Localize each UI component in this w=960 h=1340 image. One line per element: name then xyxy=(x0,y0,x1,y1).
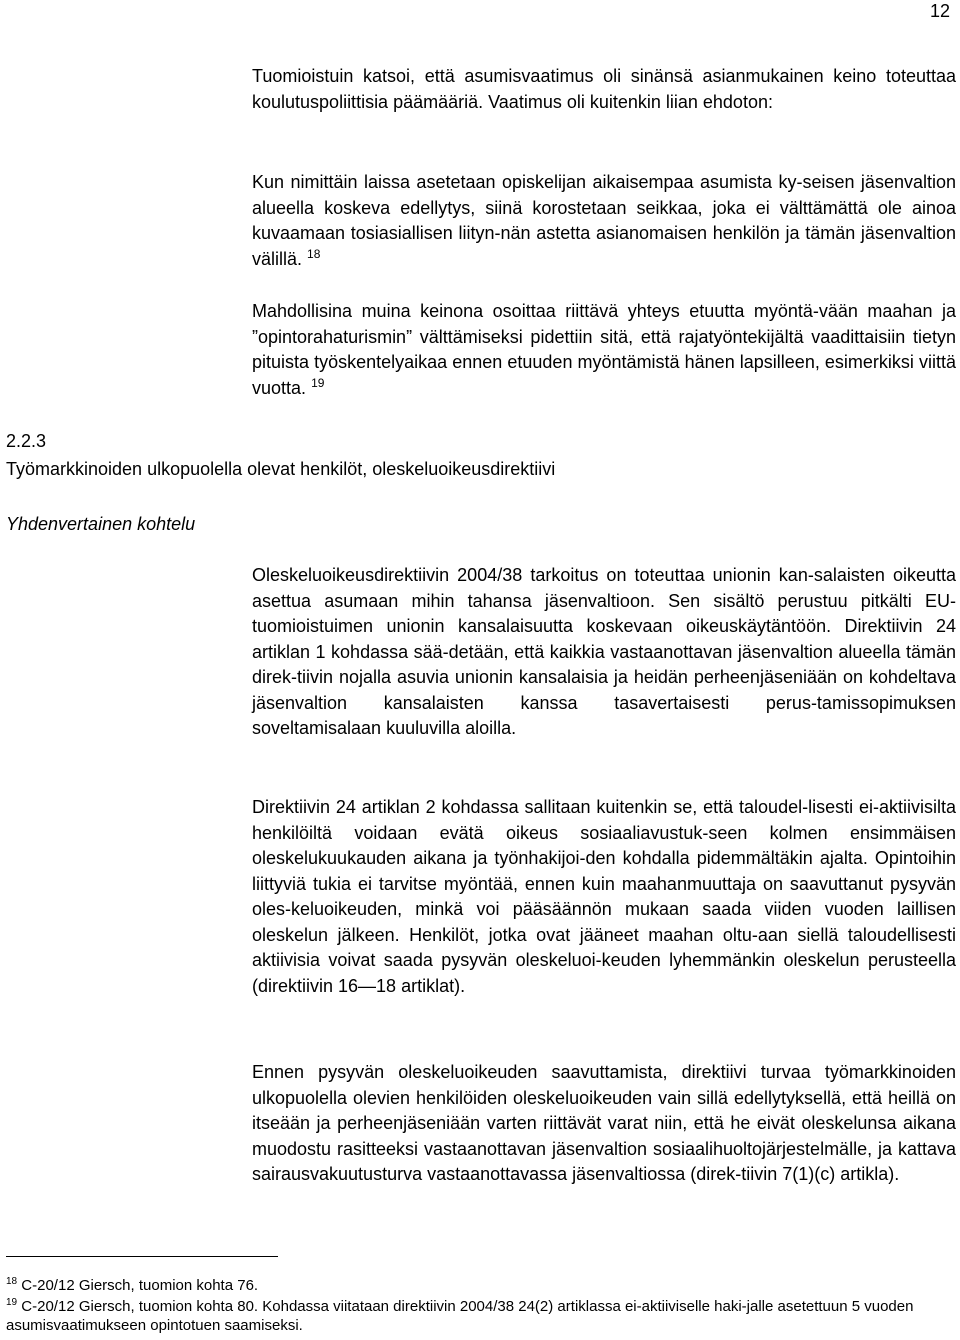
footnote-divider xyxy=(6,1256,278,1257)
footnote-18-number: 18 xyxy=(6,1276,18,1287)
paragraph-6-text: Ennen pysyvän oleskeluoikeuden saavuttamista, direktiivi turvaa työmarkkinoiden ulkopuolella olevien henkilöiden oleskeluoikeuden vain sillä edellytyksellä, että heillä on itseään ja perheenjäseniään varten riittävät varat niin, että he eivät oleskelunsa aikana muodostu rasitteeksi vastaanottavan jäsenvaltion sosiaalihuoltojärjestelmälle, ja kattava sairausvakuutusturva vastaanottavassa jäsenvaltiossa (direk-tiivin 7(1)(c) artikla). xyxy=(252,1062,956,1184)
footnote-ref-18[interactable]: 18 xyxy=(307,246,321,261)
footnote-19-number: 19 xyxy=(6,1297,18,1308)
section-title: Työmarkkinoiden ulkopuolella olevat henkilöt, oleskeluoikeusdirektiivi xyxy=(6,459,556,479)
paragraph-2-quote xyxy=(252,170,956,272)
footnote-18 xyxy=(6,1276,950,1295)
paragraph-5-text: Direktiivin 24 artiklan 2 kohdassa sallitaan kuitenkin se, että taloudel-lisesti ei-aktiivisilta henkilöiltä voidaan evätä oikeus sosiaaliavustuk-seen kolmen ensimmäisen oleskelukuukauden aikana ja työnhakijoi-den kohdalla pidemmältäkin ajalta. Opintoihin liittyviä tukia ei tarvitse myöntää, ennen kuin maahanmuuttaja on saavuttanut pysyvän oles-keluoikeuden, minkä voi pääsäännön mukaan saada viiden vuoden laillisen oleskelun jälkeen. Henkilöt, jotka ovat jääneet maahan oltu-aan siellä taloudellisesti aktiivisia voivat saada pysyvän oleskeluoi-keuden lyhemmänkin oleskelun perusteella (direktiivin 16—18 artiklat). xyxy=(252,797,956,996)
page-number: 12 xyxy=(929,1,950,21)
footnote-19-text: C-20/12 Giersch, tuomion kohta 80. Kohdassa viitataan direktiivin 2004/38 24(2) artiklassa ei-aktiiviselle haki-jalle asetettuun 5 vuoden asumisvaatimukseen opintotuen saamiseksi. xyxy=(6,1298,914,1334)
section-number: 2.2.3 xyxy=(6,431,47,451)
paragraph-5 xyxy=(252,795,956,999)
paragraph-3-text: Mahdollisina muina keinona osoittaa riittävä yhteys etuutta myöntä-vään maahan ja ”opintorahaturismin” välttämiseksi pidettiin sitä, että rajatyöntekijältä vaadittaisiin tietyn pituista työskentelyaikaa ennen etuuden myöntämistä hänen lapsilleen, esimerkiksi viittä vuotta. xyxy=(252,301,956,398)
footnote-18-text: C-20/12 Giersch, tuomion kohta 76. xyxy=(21,1277,259,1294)
section-subtitle: Yhdenvertainen kohtelu xyxy=(6,514,196,534)
paragraph-4-text: Oleskeluoikeusdirektiivin 2004/38 tarkoitus on toteuttaa unionin kan-salaisten oikeutta asettua asumaan mihin tahansa jäsenvaltioon. Sen sisältö perustuu pitkälti EU-tuomioistuimen unionin kansalaisuutta koskevaan oikeuskäytäntöön. Direktiivin 24 artiklan 1 kohdassa sää-detään, että kaikkia vastaanottavan jäsenvaltion alueella tämän direk-tiivin nojalla asuvia unionin kansalaisia ja heidän perheenjäseniään on kohdeltava jäsenvaltion kansalaisten kanssa tasavertaisesti perus-tamissopimuksen soveltamisalaan kuuluvilla aloilla. xyxy=(252,565,956,738)
paragraph-3 xyxy=(252,299,956,401)
paragraph-1 xyxy=(252,64,956,115)
paragraph-4 xyxy=(252,563,956,742)
footnote-ref-19[interactable]: 19 xyxy=(311,375,325,390)
paragraph-2-text: Kun nimittäin laissa asetetaan opiskelijan aikaisempaa asumista ky-seisen jäsenvaltion alueella koskeva edellytys, siinä korostetaan seikkaa, joka ei välttämättä ole ainoa kuvaamaan tosiasiallisen liityn-nän astetta asianomaisen henkilön ja tämän jäsenvaltion välillä. xyxy=(252,172,956,269)
paragraph-6 xyxy=(252,1060,956,1188)
footnote-19 xyxy=(6,1297,950,1335)
paragraph-1-text: Tuomioistuin katsoi, että asumisvaatimus oli sinänsä asianmukainen keino toteuttaa koulutuspoliittisia päämääriä. Vaatimus oli kuitenkin liian ehdoton: xyxy=(252,66,956,112)
